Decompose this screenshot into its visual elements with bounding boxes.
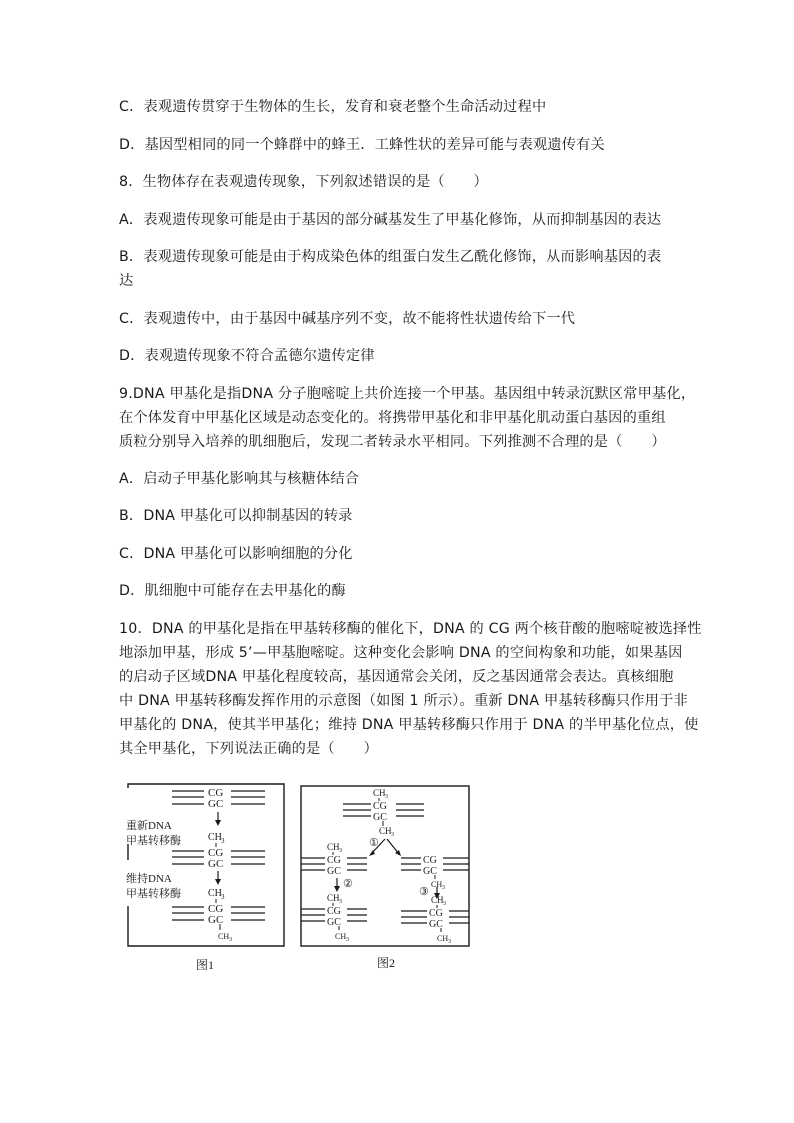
fig2-gc-right-final: GC	[429, 919, 443, 930]
fig1-enzyme2-line2: 甲基转移酶	[126, 888, 181, 900]
fig2-gc-left-final: GC	[327, 917, 341, 928]
fig1-gc-3: GC	[208, 914, 224, 926]
fig2-ch3-right-bottom-sub: 3	[448, 939, 451, 945]
q9-option-b: B．DNA 甲基化可以抑制基因的转录	[119, 508, 353, 524]
fig2-ch3-right: CH	[431, 880, 443, 889]
figure-1-caption: 图1	[196, 958, 215, 972]
q9-stem-line2: 在个体发育中甲基化区域是动态变化的。将携带甲基化和非甲基化肌动蛋白基因的重组	[119, 410, 666, 426]
fig2-arrow-step2	[334, 886, 340, 892]
fig2-ch3-left-final: CH	[327, 893, 340, 903]
fig2-step-1: ①	[369, 837, 379, 849]
figure-2-caption: 图2	[377, 956, 396, 970]
fig2-right-daughter	[401, 855, 469, 891]
fig1-hemimethylated-dna	[172, 832, 265, 870]
fig2-ch3-left-sub: 3	[339, 848, 342, 854]
q7-option-d: D．基因型相同的同一个蜂群中的蜂王．工蜂性状的差异可能与表观遗传有关	[119, 137, 605, 153]
q9-option-a: A．启动子甲基化影响其与核糖体结合	[119, 471, 360, 487]
fig1-cg-2: CG	[208, 847, 224, 859]
fig1-cg-1: CG	[208, 787, 224, 799]
fig2-gc-right: GC	[423, 866, 437, 877]
fig2-cg-right: CG	[423, 855, 437, 866]
fig2-hemimethylated-parent	[343, 788, 424, 838]
fig1-cg-3: CG	[208, 903, 224, 915]
q10-stem-line5: 甲基化的 DNA，使其半甲基化；维持 DNA 甲基转移酶只作用于 DNA 的半甲基化位点，使	[119, 717, 699, 733]
q10-stem-line3: 的启动子区域DNA 甲基化程度较高，基因通常会关闭，反之基因通常会表达。真核细胞	[119, 669, 674, 685]
fig2-cg-right-final: CG	[429, 908, 443, 919]
fig1-fully-methylated-dna	[172, 888, 265, 943]
fig2-left-daughter	[301, 842, 367, 877]
fig2-ch3-top-sub: 3	[385, 794, 388, 800]
fig1-gc-1: GC	[208, 798, 224, 810]
fig1-gc-2: GC	[208, 858, 224, 870]
fig2-ch3-top2: CH	[379, 826, 392, 836]
figure-1-diagram	[120, 782, 286, 948]
q9-option-c: C．DNA 甲基化可以影响细胞的分化	[119, 546, 353, 562]
fig2-left-final	[301, 893, 367, 943]
fig1-ch3-4: CH	[218, 932, 230, 941]
fig2-ch3-right-final-sub: 3	[443, 901, 446, 907]
fig1-ch3-2-sub: 3	[221, 837, 225, 845]
q10-stem-line1: 10．DNA 的甲基化是指在甲基转移酶的催化下，DNA 的 CG 两个核苷酸的胞嘧啶被选择性	[119, 621, 702, 637]
fig2-ch3-left: CH	[327, 842, 340, 852]
fig2-cg-left: CG	[327, 855, 341, 866]
fig2-ch3-top2-sub: 3	[391, 832, 394, 838]
fig2-cg-left-final: CG	[327, 906, 341, 917]
q8-option-b-line2: 达	[119, 273, 134, 289]
q9-stem-line3: 质粒分别导入培养的肌细胞后，发现二者转录水平相同。下列推测不合理的是（ ）	[119, 434, 666, 450]
q8-option-d: D．表观遗传现象不符合孟德尔遗传定律	[119, 348, 375, 364]
fig1-ch3-3-sub: 3	[221, 893, 225, 901]
fig1-enzyme1-line2: 甲基转移酶	[126, 835, 181, 847]
q10-stem-line6: 其全甲基化，下列说法正确的是（ ）	[119, 741, 378, 757]
fig2-ch3-top: CH	[373, 788, 386, 798]
q9-option-d: D．肌细胞中可能存在去甲基化的酶	[119, 583, 346, 599]
fig2-cg-top: CG	[373, 801, 387, 812]
q8-option-c: C．表观遗传中，由于基因中碱基序列不变，故不能将性状遗传给下一代	[119, 311, 576, 327]
fig2-step-3: ③	[419, 886, 429, 898]
fig2-ch3-right-bottom: CH	[437, 934, 449, 943]
fig1-enzyme1-line1: 重新DNA	[126, 820, 172, 832]
q8-option-b-line1: B．表观遗传现象可能是由于构成染色体的组蛋白发生乙酰化修饰，从而影响基因的表	[119, 249, 662, 265]
fig2-ch3-left-bottom-sub: 3	[346, 937, 349, 943]
fig2-ch3-left-bottom: CH	[335, 932, 347, 941]
q10-stem-line2: 地添加甲基，形成 5’—甲基胞嘧啶。这种变化会影响 DNA 的空间构象和功能，如果基因	[119, 645, 683, 661]
fig1-arrow-2	[215, 879, 221, 885]
q8-stem: 8．生物体存在表观遗传现象，下列叙述错误的是（ ）	[119, 174, 488, 190]
figure-2-diagram	[299, 784, 471, 948]
fig1-enzyme2-line1: 维持DNA	[126, 873, 172, 885]
fig2-gc-top: GC	[373, 812, 387, 823]
fig2-ch3-right-final: CH	[431, 895, 444, 905]
q9-stem-line1: 9.DNA 甲基化是指DNA 分子胞嘧啶上共价连接一个甲基。基因组中转录沉默区常甲基化，	[119, 386, 696, 402]
fig2-step-2: ②	[343, 878, 353, 890]
fig1-ch3-4-sub: 3	[229, 937, 232, 943]
fig2-ch3-right-sub: 3	[442, 885, 445, 891]
fig2-right-final	[401, 895, 469, 945]
fig1-arrow-1	[215, 820, 221, 826]
fig1-unmethylated-dna	[172, 787, 265, 810]
q7-option-c: C．表观遗传贯穿于生物体的生长，发育和衰老整个生命活动过程中	[119, 99, 547, 115]
q8-option-a: A．表观遗传现象可能是由于基因的部分碱基发生了甲基化修饰，从而抑制基因的表达	[119, 212, 662, 228]
fig2-gc-left: GC	[327, 866, 341, 877]
fig1-ch3-3: CH	[208, 888, 222, 899]
fig2-ch3-left-final-sub: 3	[339, 899, 342, 905]
fig1-ch3-2: CH	[208, 832, 222, 843]
q10-stem-line4: 中 DNA 甲基转移酶发挥作用的示意图（如图 1 所示）。重新 DNA 甲基转移酶只作用于非	[119, 693, 688, 709]
